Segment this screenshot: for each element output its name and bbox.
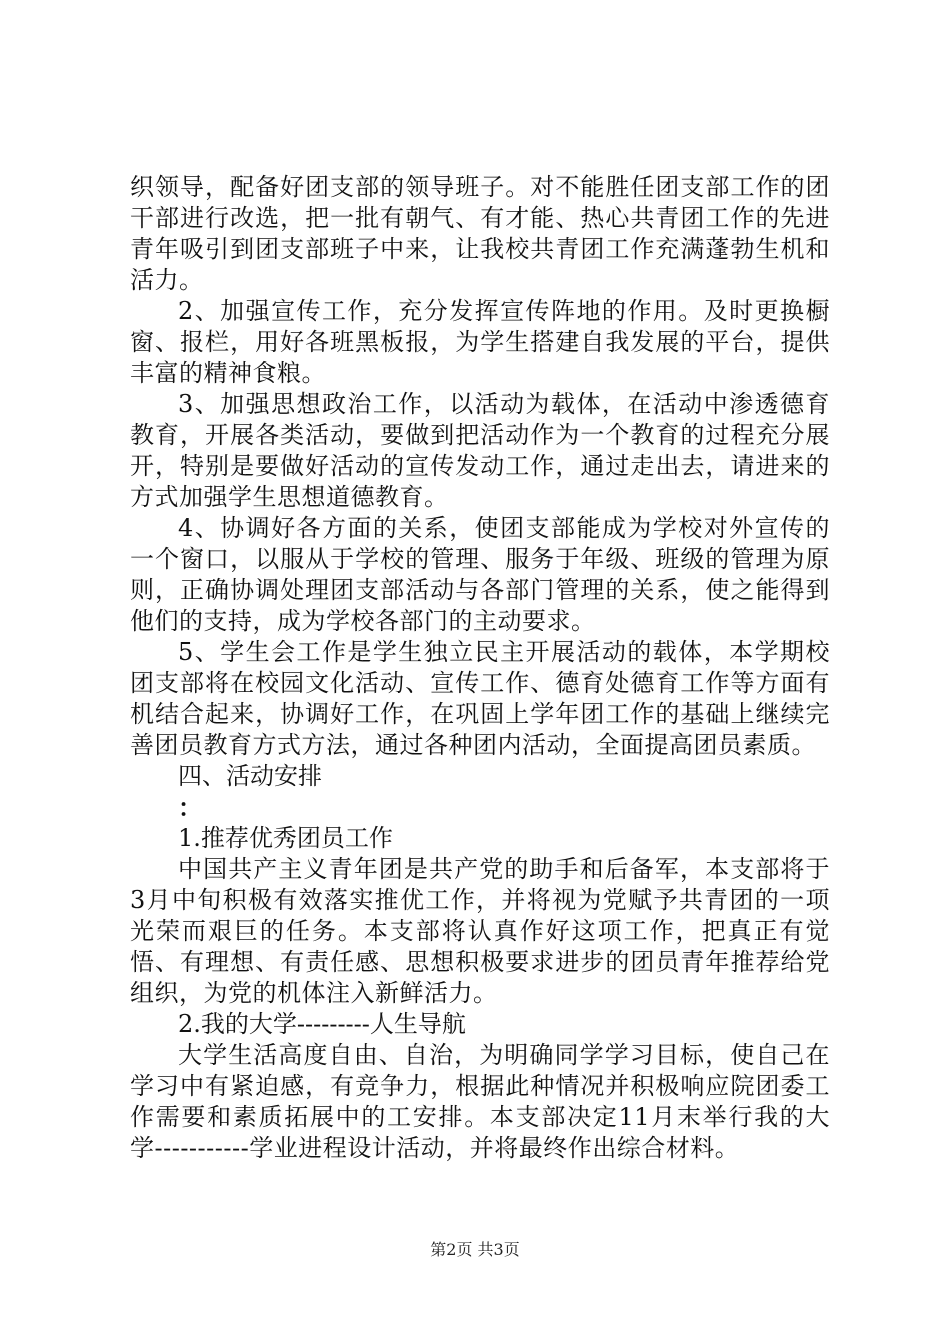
item-1-body: 中国共产主义青年团是共产党的助手和后备军，本支部将于3月中旬积极有效落实推优工作，并将视为党赋予共青团的一项光荣而艰巨的任务。本支部将认真作好这项工作，把真正有觉悟、有理想、有责任感、思想积极要求进步的团员青年推荐给党组织，为党的机体注入新鲜活力。 (130, 855, 830, 1007)
page-footer: 第2页 共3页 (430, 1240, 520, 1259)
item-1-title: 1.推荐优秀团员工作 (178, 824, 393, 852)
item-2-body: 大学生活高度自由、自治，为明确同学学习目标，使自己在学习中有紧迫感，有竞争力，根据此种情况并积极响应院团委工作需要和素质拓展中的工安排。本支部决定11月末举行我的大学-----------学业进程设计活动，并将最终作出综合材料。 (130, 1041, 830, 1162)
section-heading: 四、活动安排 (178, 762, 322, 790)
paragraph-3: 3、加强思想政治工作，以活动为载体，在活动中渗透德育教育，开展各类活动，要做到把活动作为一个教育的过程充分展开，特别是要做好活动的宣传发动工作，通过走出去，请进来的方式加强学生思想道德教育。 (130, 390, 830, 511)
paragraph-4: 4、协调好各方面的关系，使团支部能成为学校对外宣传的一个窗口，以服从于学校的管理、服务于年级、班级的管理为原则，正确协调处理团支部活动与各部门管理的关系，使之能得到他们的支持，成为学校各部门的主动要求。 (130, 514, 830, 635)
item-2-title: 2.我的大学---------人生导航 (178, 1010, 466, 1038)
document-body (130, 172, 830, 1164)
paragraph-5: 5、学生会工作是学生独立民主开展活动的载体，本学期校团支部将在校园文化活动、宣传工作、德育处德育工作等方面有机结合起来，协调好工作，在巩固上学年团工作的基础上继续完善团员教育方式方法，通过各种团内活动，全面提高团员素质。 (130, 638, 830, 759)
paragraph-1: 织领导，配备好团支部的领导班子。对不能胜任团支部工作的团干部进行改选，把一批有朝气、有才能、热心共青团工作的先进青年吸引到团支部班子中来，让我校共青团工作充满蓬勃生机和活力。 (130, 173, 830, 294)
section-colon: ： (178, 793, 202, 822)
paragraph-2: 2、加强宣传工作，充分发挥宣传阵地的作用。及时更换橱窗、报栏，用好各班黑板报，为学生搭建自我发展的平台，提供丰富的精神食粮。 (130, 297, 830, 387)
